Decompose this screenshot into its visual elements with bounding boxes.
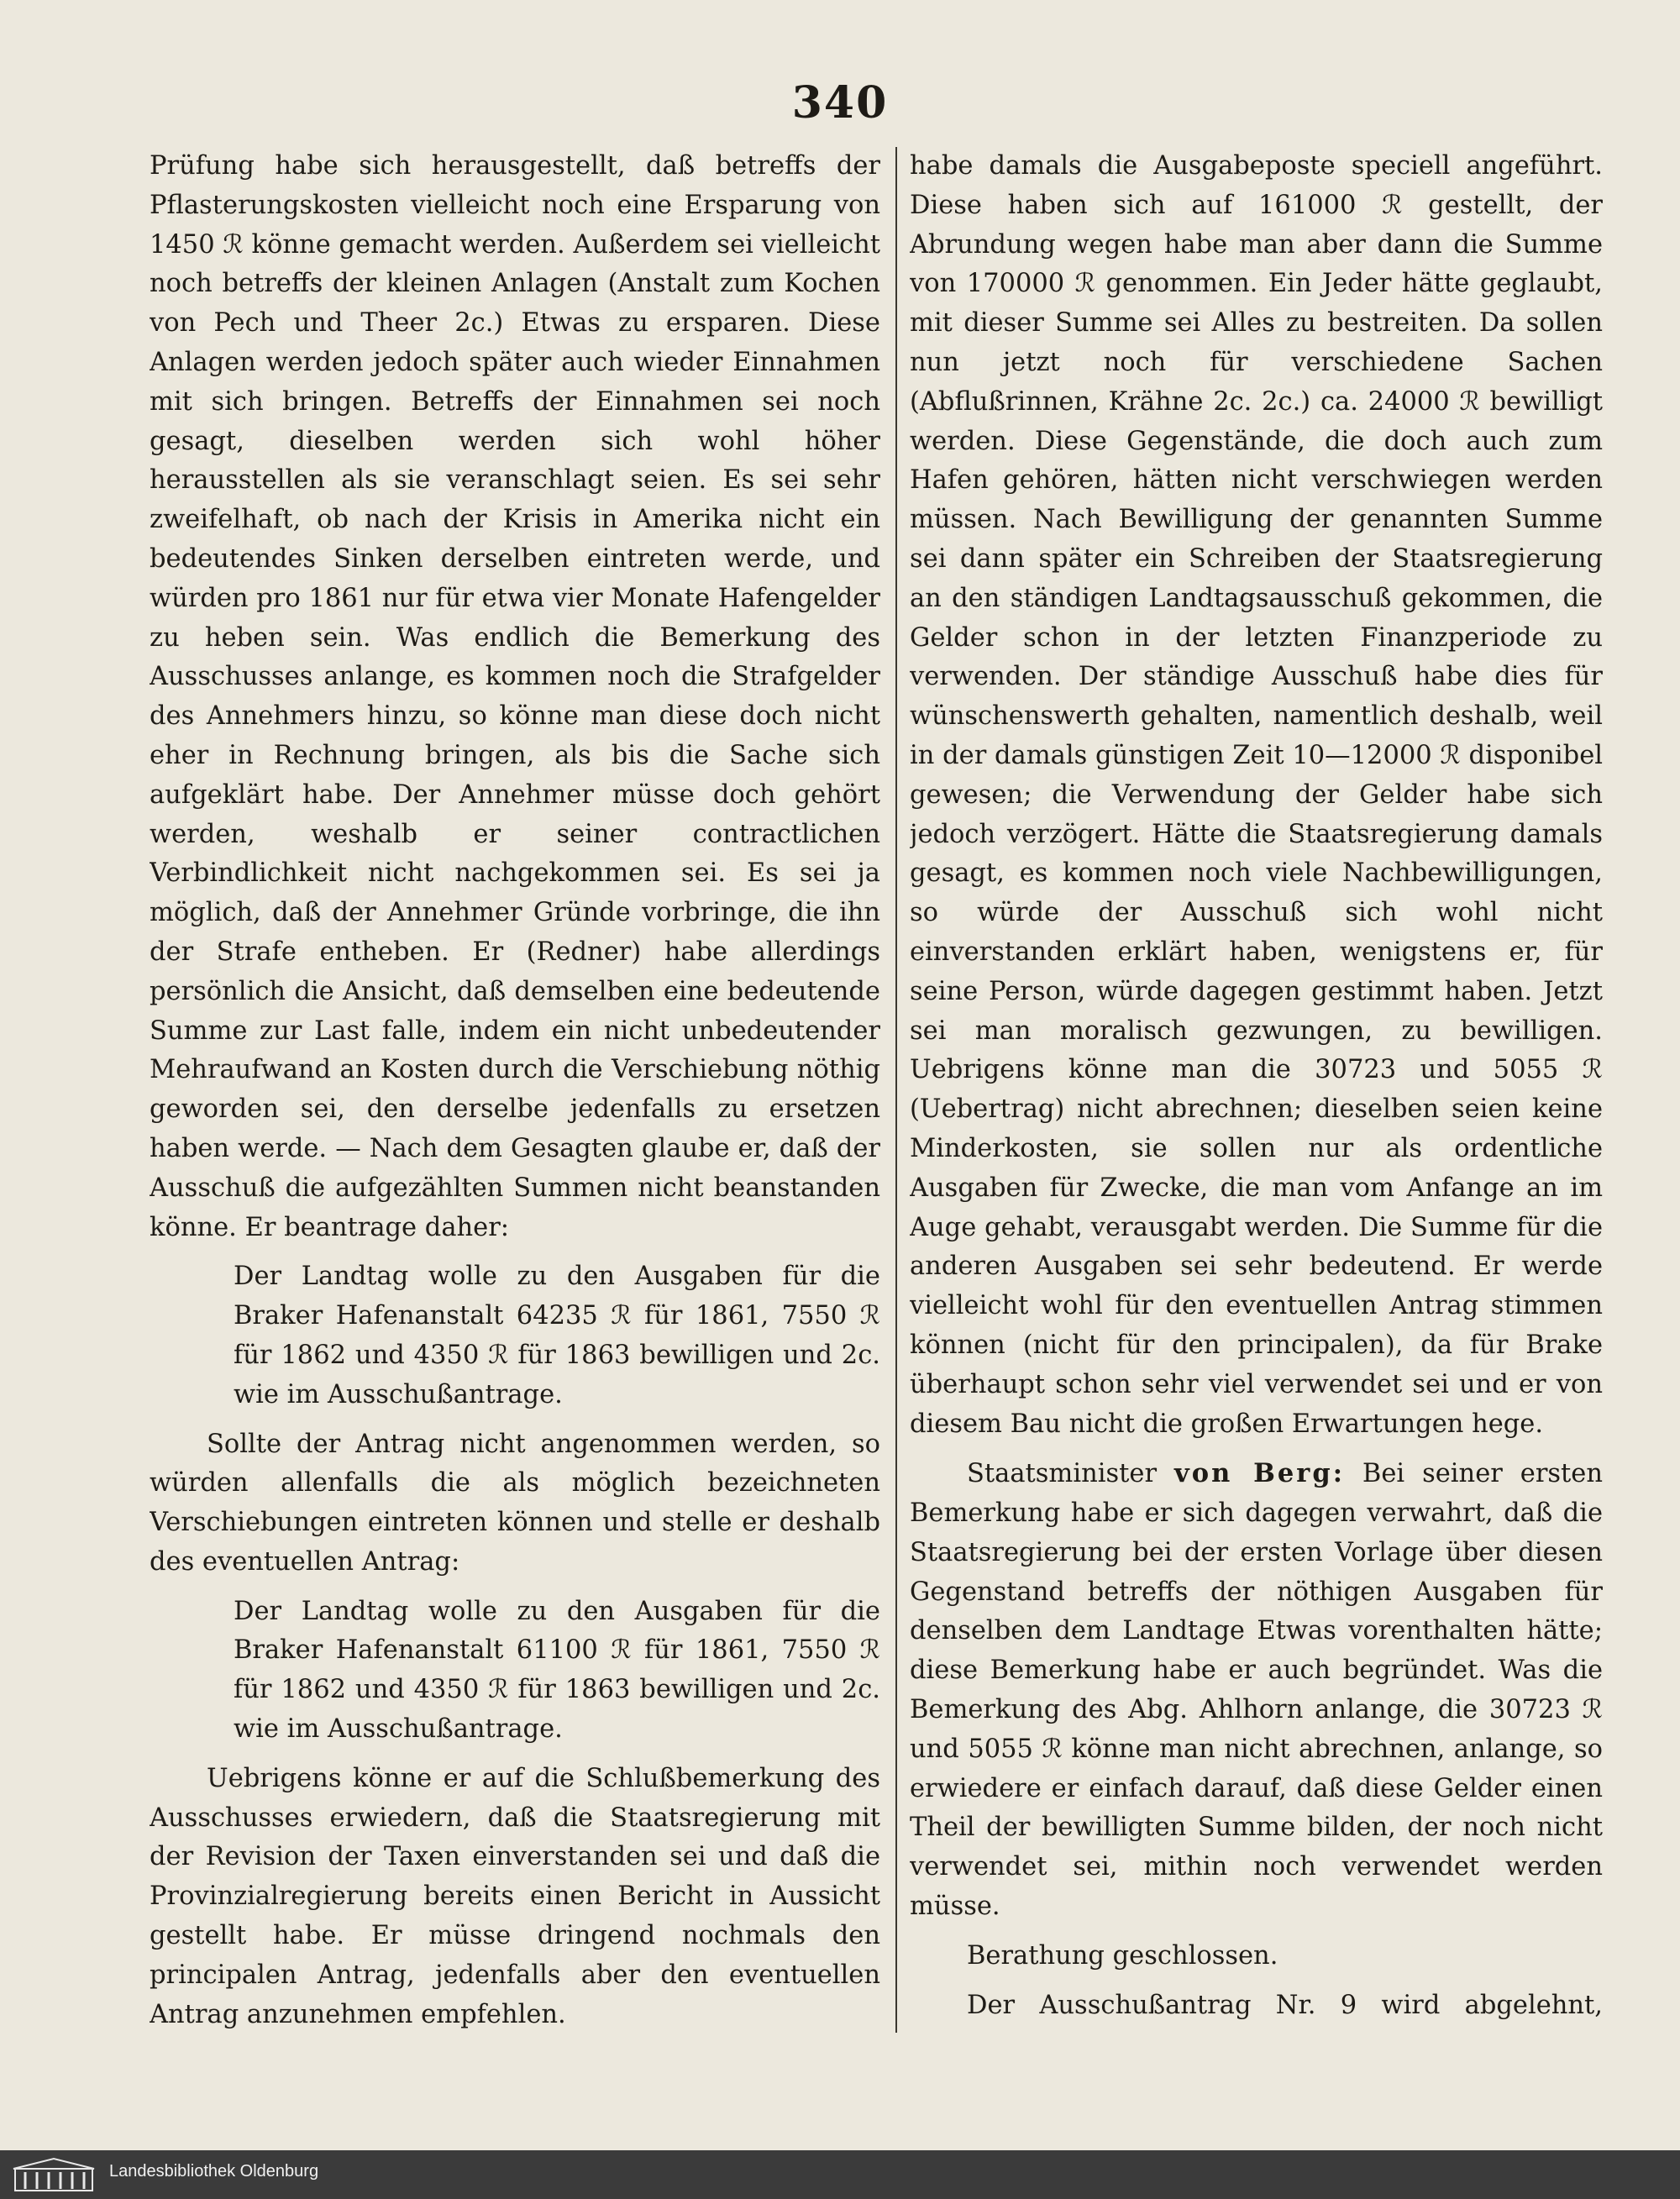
right-column bbox=[910, 147, 1603, 2028]
paragraph: Sollte der Antrag nicht angenommen werden, so würden allenfalls die als möglich bezeichneten Verschiebungen eintreten können und stelle er deshalb des eventuellen Antrag: bbox=[150, 1429, 880, 1577]
speech-text: Bei seiner ersten Bemerkung habe er sich dagegen verwahrt, daß die Staatsregierung bei der ersten Vorlage über diesen Gegenstand betreffs der nöthigen Ausgaben für denselben dem Landtage Etwas vorenthalten hätte; diese Bemerkung habe er auch begründet. Was die Bemerkung des Abg. Ahlhorn anlange, die 30723 ℛ︀ und 5055 ℛ︀ könne man nicht abrechnen, anlange, so erwiedere er einfach darauf, daß diese Gelder einen Theil der bewilligten Summe bilden, der noch nicht verwendet sei, mithin noch verwendet werden müsse. bbox=[910, 1459, 1603, 1922]
paragraph: Der Landtag wolle zu den Ausgaben für die Braker Hafenanstalt 64235 ℛ︀ für 1861, 7550 ℛ︀ für 1862 und 4350 ℛ︀ für 1863 bewilligen und 2c. wie im Ausschußantrage. bbox=[234, 1262, 880, 1409]
paragraph bbox=[910, 1454, 1603, 1927]
paragraph: Der Ausschußantrag Nr. 9 wird abgelehnt, bbox=[967, 1990, 1603, 2020]
library-footer bbox=[0, 2150, 1680, 2199]
paragraph: Berathung geschlossen. bbox=[967, 1940, 1278, 1971]
paragraph: Uebrigens könne er auf die Schlußbemerkung des Ausschusses erwiedern, daß die Staatsregierung mit der Revision der Taxen einverstanden sei und daß die Provinzialregierung bereits einen Bericht in Aussicht gestellt habe. Er müsse dringend nochmals den principalen Antrag, jedenfalls aber den eventuellen Antrag anzunehmen empfehlen. bbox=[150, 1763, 880, 2028]
library-name: Landesbibliothek Oldenburg bbox=[109, 2162, 319, 2181]
paragraph: Der Landtag wolle zu den Ausgaben für die Braker Hafenanstalt 61100 ℛ︀ für 1861, 7550 ℛ︀ für 1862 und 4350 ℛ︀ für 1863 bewilligen und 2c. wie im Ausschußantrage. bbox=[234, 1596, 880, 1745]
speaker-title: Staatsminister bbox=[967, 1459, 1174, 1489]
paragraph: habe damals die Ausgabeposte speciell angeführt. Diese haben sich auf 161000 ℛ︀ gestellt, der Abrundung wegen habe man aber dann die Summe von 170000 ℛ︀ genommen. Ein Jeder hätte geglaubt, mit dieser Summe sei Alles zu bestreiten. Da sollen nun jetzt noch für verschiedene Sachen (Abflußrinnen, Krähne 2c. 2c.) ca. 24000 ℛ︀ bewilligt werden. Diese Gegenstände, die doch auch zum Hafen gehören, hätten nicht verschwiegen werden müssen. Nach Bewilligung der genannten Summe sei dann später ein Schreiben der Staatsregierung an den ständigen Landtagsausschuß gekommen, die Gelder schon in der letzten Finanzperiode zu verwenden. Der ständige Ausschuß habe dies für wünschenswerth gehalten, namentlich deshalb, weil in der damals günstigen Zeit 10—12000 ℛ︀ disponibel gewesen; die Verwendung der Gelder habe sich jedoch verzögert. Hätte die Staatsregierung damals gesagt, es kommen noch viele Nachbewilligungen, so würde der Ausschuß sich wohl nicht einverstanden erklärt haben, wenigstens er, für seine Person, würde dagegen gestimmt haben. Jetzt sei man moralisch gezwungen, zu bewilligen. Uebrigens könne man die 30723 und 5055 ℛ︀ (Uebertrag) nicht abrechnen; dieselben seien keine Minderkosten, sie sollen nur als ordentliche Ausgaben für Zwecke, die man vom Anfange an im Auge gehabt, verausgabt werden. Die Summe für die anderen Ausgaben sei sehr bedeutend. Er werde vielleicht wohl für den eventuellen Antrag stimmen können (nicht für den principalen), da für Brake überhaupt schon sehr viel verwendet sei und er von diesem Bau nicht die großen Erwartungen hege. bbox=[910, 151, 1603, 1439]
paragraph: Prüfung habe sich herausgestellt, daß betreffs der Pflasterungskosten vielleicht noch eine Ersparung von 1450 ℛ︀ könne gemacht werden. Außerdem sei vielleicht noch betreffs der kleinen Anlagen (Anstalt zum Kochen von Pech und Theer 2c.) Etwas zu ersparen. Diese Anlagen werden jedoch später auch wieder Einnahmen mit sich bringen. Betreffs der Einnahmen sei noch gesagt, dieselben werden sich wohl höher herausstellen als sie veranschlagt seien. Es sei sehr zweifelhaft, ob nach der Krisis in Amerika nicht ein bedeutendes Sinken derselben eintreten werde, und würden pro 1861 nur für etwa vier Monate Hafengelder zu heben sein. Was endlich die Bemerkung des Ausschusses anlange, es kommen noch die Strafgelder des Annehmers hinzu, so könne man diese doch nicht eher in Rechnung bringen, als bis die Sache sich aufgeklärt habe. Der Annehmer müsse doch gehört werden, weshalb er seiner contractlichen Verbindlichkeit nicht nachgekommen sei. Es sei ja möglich, daß der Annehmer Gründe vorbringe, die ihn der Strafe entheben. Er (Redner) habe allerdings persönlich die Ansicht, daß demselben eine bedeutende Summe zur Last falle, indem ein nicht unbedeutender Mehraufwand an Kosten durch die Verschiebung nöthig geworden sei, den derselbe jedenfalls zu ersetzen haben werde. — Nach dem Gesagten glaube er, daß der Ausschuß die aufgezählten Summen nicht beanstanden könne. Er beantrage daher: bbox=[150, 151, 880, 1242]
column-divider bbox=[895, 147, 897, 2033]
left-column bbox=[150, 147, 880, 2028]
speaker-name: von Berg: bbox=[1174, 1458, 1345, 1489]
library-building-icon bbox=[12, 2157, 96, 2192]
page-number: 340 bbox=[791, 77, 889, 129]
